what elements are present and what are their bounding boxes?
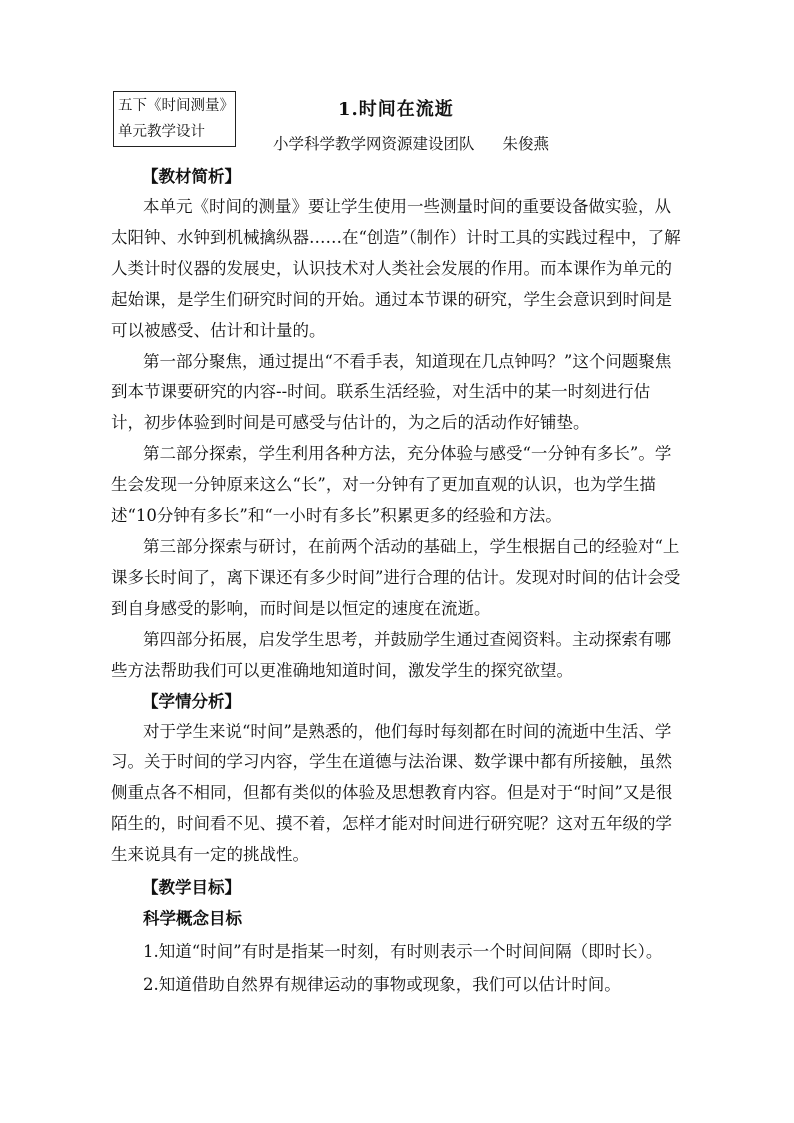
material-paragraph: 本单元《时间的测量》要让学生使用一些测量时间的重要设备做实验，从太阳钟、水钟到机械擒纵器……在“创造”（制作）计时工具的实践过程中，了解人类计时仪器的发展史，认识技术对人类社会发展的作用。而本课作为单元的起始课，是学生们研究时间的开始。通过本节课的研究，学生会意识到时间是可以被感受、估计和计量的。 [111, 197, 681, 340]
author-team: 小学科学教学网资源建设团队 [273, 135, 475, 153]
unit-label-box [113, 91, 236, 147]
section-heading-goals: 【教学目标】 [142, 878, 241, 898]
goals-subheading: 科学概念目标 [143, 909, 242, 929]
students-paragraph: 对于学生来说“时间”是熟悉的，他们每时每刻都在时间的流逝中生活、学习。关于时间的学习内容，学生在道德与法治课、数学课中都有所接触，虽然侧重点各不相同，但都有类似的体验及思想教育内容。但是对于“时间”又是很陌生的，时间看不见、摸不着，怎样才能对时间进行研究呢？这对五年级的学生来说具有一定的挑战性。 [111, 721, 673, 865]
material-paragraph: 第四部分拓展，启发学生思考，并鼓励学生通过查阅资料。主动探索有哪些方法帮助我们可以更准确地知道时间，激发学生的探究欲望。 [111, 629, 671, 680]
material-paragraph: 第一部分聚焦，通过提出“不看手表，知道现在几点钟吗？”这个问题聚焦到本节课要研究的内容--时间。联系生活经验，对生活中的某一时刻进行估计，初步体验到时间是可感受与估计的，为之后的活动作好铺垫。 [111, 351, 672, 433]
section-heading-students: 【学情分析】 [142, 691, 241, 711]
lesson-title: 1.时间在流逝 [338, 99, 454, 120]
goal-item: 2.知道借助自然界有规律运动的事物或现象，我们可以估计时间。 [143, 975, 621, 995]
document-body [111, 162, 681, 1001]
goal-item: 1.知道“时间”有时是指某一时刻，有时则表示一个时间间隔（即时长）。 [143, 942, 663, 962]
unit-label-line2: 单元教学设计 [118, 124, 205, 140]
material-paragraph: 第三部分探索与研讨，在前两个活动的基础上，学生根据自己的经验对“上课多长时间了，离下课还有多少时间”进行合理的估计。发现对时间的估计会受到自身感受的影响，而时间是以恒定的速度在流逝。 [111, 536, 681, 618]
author-name: 朱俊燕 [502, 135, 550, 153]
material-paragraph: 第二部分探索，学生利用各种方法，充分体验与感受“一分钟有多长”。学生会发现一分钟原来这么“长”，对一分钟有了更加直观的认识，也为学生描述“10分钟有多长”和“一小时有多长”积累更多的经验和方法。 [111, 444, 672, 526]
author-line [273, 132, 549, 154]
section-heading-material: 【教材简析】 [142, 167, 241, 186]
unit-label-line1: 五下《时间测量》 [118, 98, 234, 114]
